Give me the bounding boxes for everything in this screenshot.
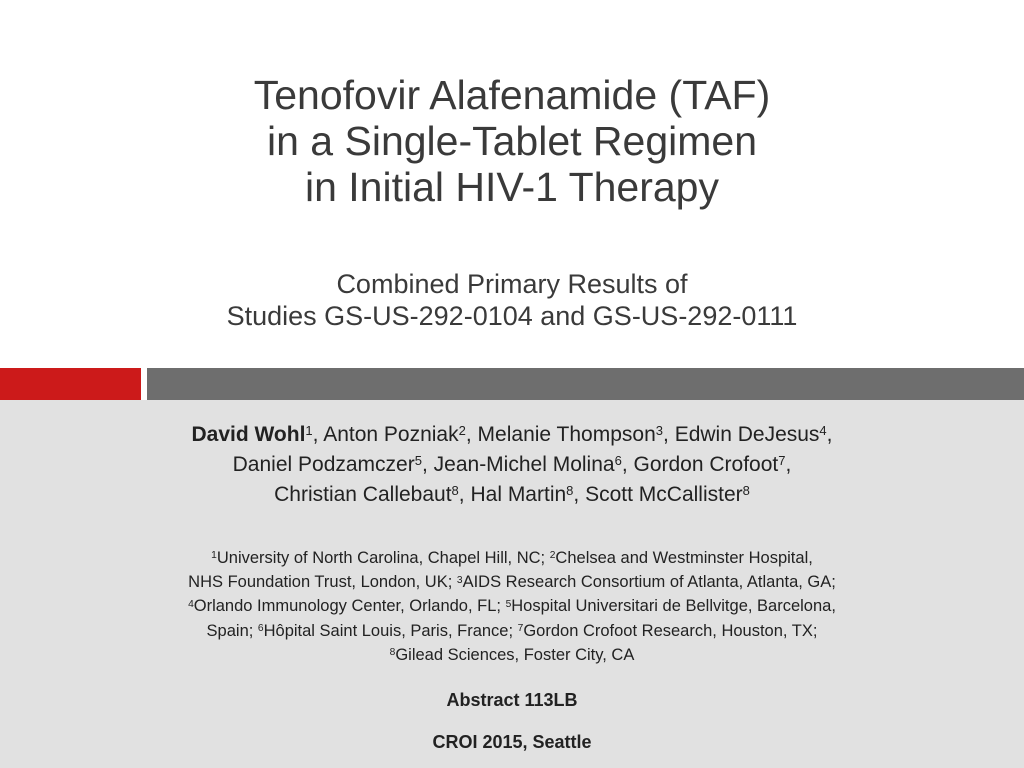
- author-sup: 7: [778, 453, 786, 469]
- affiliation-line-4: [0, 619, 1024, 643]
- accent-bar-red: [0, 368, 141, 400]
- author-name: David Wohl: [191, 423, 306, 446]
- author-name: Edwin DeJesus: [674, 423, 820, 446]
- title-line-3: in Initial HIV-1 Therapy: [304, 164, 719, 210]
- slide-title: [0, 72, 1024, 210]
- affiliation-line-3: [0, 594, 1024, 618]
- author-name: Anton Pozniak: [323, 423, 459, 446]
- affiliation-line-1: [0, 546, 1024, 570]
- slide-subtitle: [0, 268, 1024, 332]
- affiliation-sup: 1: [211, 550, 217, 562]
- affiliation-sup: 3: [456, 574, 463, 586]
- author-name: Daniel Podzamczer: [232, 453, 415, 476]
- affiliation-text: AIDS Research Consortium of Atlanta, Atlanta, GA;: [462, 573, 836, 592]
- affiliation-sup: 6: [257, 623, 264, 635]
- author-sup: 8: [742, 483, 750, 499]
- subtitle-line-2: Studies GS-US-292-0104 and GS-US-292-0111: [226, 301, 798, 331]
- affiliation-line-5: [0, 643, 1024, 667]
- affiliation-sup: 4: [188, 598, 194, 610]
- conference-name: CROI 2015, Seattle: [432, 732, 592, 752]
- affiliation-text: Spain;: [206, 621, 258, 640]
- title-line-2: in a Single-Tablet Regimen: [267, 118, 757, 164]
- author-line-3: Christian Callebaut$^8$, Hal Martin$^8$, Scott McCallister$^8$: [274, 483, 750, 506]
- affiliation-text: Hospital Universitari de Bellvitge, Barcelona,: [511, 597, 836, 616]
- author-line-1: David Wohl$^1$, Anton Pozniak$^2$, Melanie Thompson$^3$, Edwin DeJesus$^4$,: [191, 423, 833, 446]
- title-line-1: Tenofovir Alafenamide (TAF): [253, 72, 771, 118]
- affiliation-sup: 7: [517, 623, 524, 635]
- author-sup: 5: [414, 453, 422, 469]
- author-sup: 2: [458, 423, 466, 439]
- subtitle-line-1: Combined Primary Results of: [336, 269, 688, 299]
- affiliation-line-2: [0, 570, 1024, 594]
- author-sup: 1: [305, 423, 313, 439]
- author-name: Scott McCallister: [585, 483, 743, 506]
- author-sup: 8: [451, 483, 459, 499]
- affiliation-text: Hôpital Saint Louis, Paris, France;: [263, 621, 518, 640]
- author-name: Christian Callebaut: [274, 483, 452, 506]
- author-sup: 8: [566, 483, 574, 499]
- author-name: Jean-Michel Molina: [433, 453, 615, 476]
- affiliation-list: [0, 546, 1024, 667]
- affiliation-text: NHS Foundation Trust, London, UK;: [188, 573, 457, 592]
- author-sup: 3: [655, 423, 664, 439]
- author-name: Gordon Crofoot: [633, 453, 779, 476]
- abstract-number: Abstract 113LB: [446, 690, 578, 710]
- author-list: [0, 420, 1024, 510]
- affiliation-text: Chelsea and Westminster Hospital,: [555, 549, 813, 567]
- affiliation-text: Orlando Immunology Center, Orlando, FL;: [193, 597, 506, 616]
- author-name: Hal Martin: [470, 483, 567, 506]
- affiliation-text: Gordon Crofoot Research, Houston, TX;: [523, 621, 818, 640]
- author-line-2: Daniel Podzamczer$^5$, Jean-Michel Molina$^6$, Gordon Crofoot$^7$,: [232, 453, 792, 476]
- author-sup: 4: [819, 423, 827, 439]
- affiliation-text: University of North Carolina, Chapel Hill, NC;: [216, 549, 550, 567]
- accent-bar-gray: [147, 368, 1024, 400]
- affiliation-sup: 2: [549, 550, 556, 562]
- affiliation-sup: 5: [505, 598, 512, 610]
- author-sup: 6: [614, 453, 622, 469]
- affiliation-sup: 8: [389, 647, 396, 659]
- author-name: Melanie Thompson: [477, 423, 656, 446]
- affiliation-text: Gilead Sciences, Foster City, CA: [395, 645, 635, 664]
